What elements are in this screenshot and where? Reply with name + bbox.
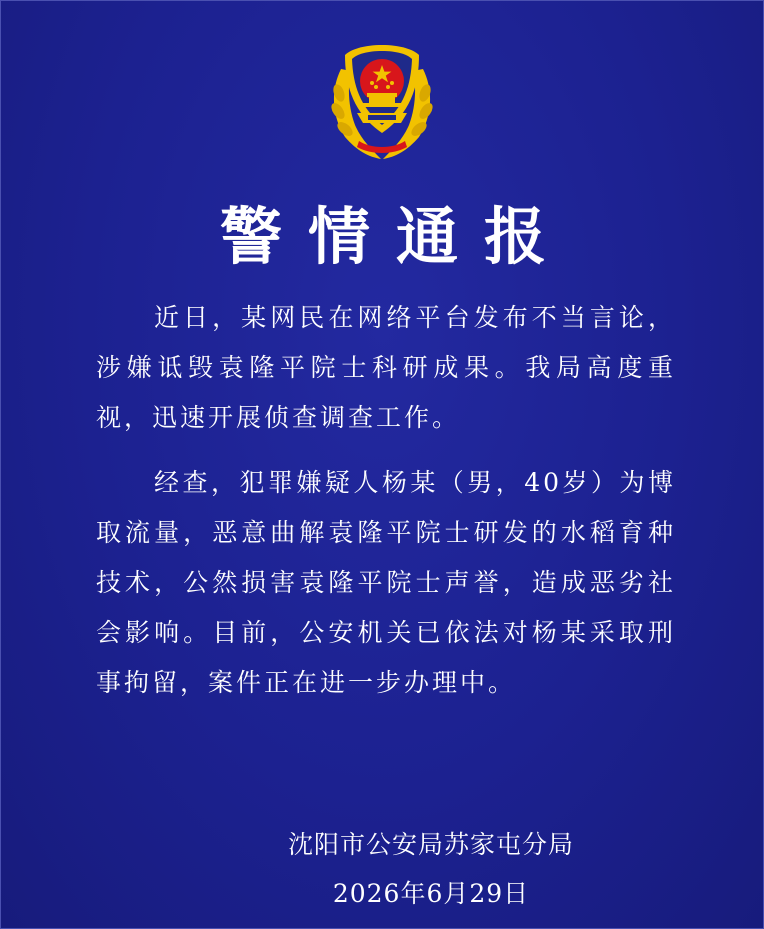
notice-paragraph-1: 近日，某网民在网络平台发布不当言论，涉嫌诋毁袁隆平院士科研成果。我局高度重视，迅速开展侦查调查工作。 [96, 303, 676, 432]
notice-body [96, 293, 676, 708]
issuing-organization: 沈阳市公安局苏家屯分局 [287, 830, 574, 859]
issue-date: 2026年6月29日 [332, 879, 530, 908]
police-emblem-icon [323, 41, 441, 163]
notice-title: 警情通报 [219, 200, 572, 273]
notice-paragraph-2: 经查，犯罪嫌疑人杨某（男，40岁）为博取流量，恶意曲解袁隆平院士研发的水稻育种技术，公然损害袁隆平院士声誉，造成恶劣社会影响。目前，公安机关已依法对杨某采取刑事拘留，案件正在进一步办理中。 [96, 468, 676, 697]
